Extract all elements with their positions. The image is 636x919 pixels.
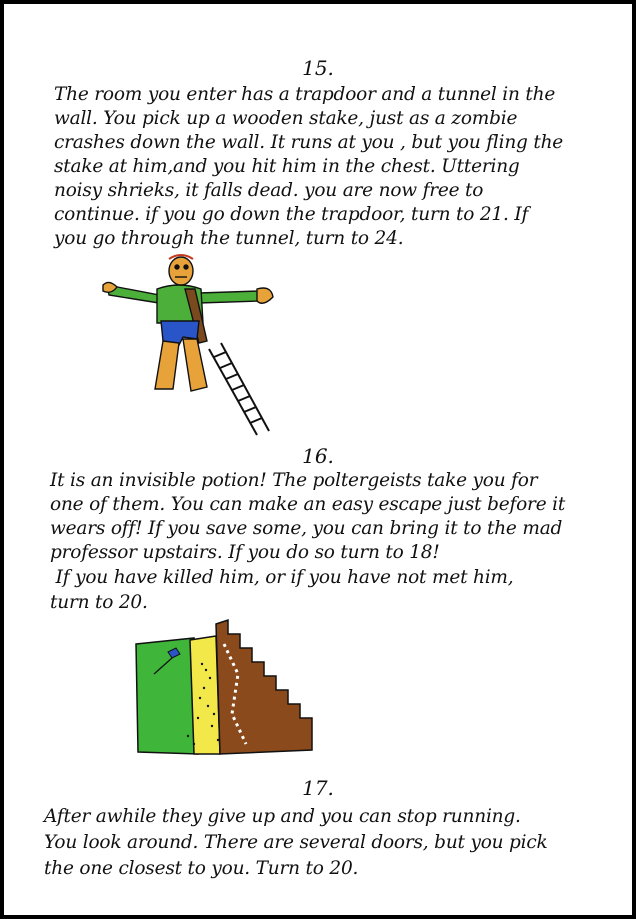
section-16-line-4: professor upstairs. If you do so turn to 18! [50,542,440,563]
section-17-line-2: You look around. There are several doors, but you pick [44,832,548,853]
section-16-line-1: It is an invisible potion! The poltergeists take you for [50,470,538,491]
section-15-line-6: continue. if you go down the trapdoor, turn to 21. If [54,204,529,225]
section-15-line-7: you go through the tunnel, turn to 24. [54,228,404,249]
section-16-line-3: wears off! If you save some, you can bring it to the mad [50,518,563,539]
section-15-line-2: wall. You pick up a wooden stake, just as a zombie [54,108,518,129]
book-page [4,4,632,915]
ladder [209,343,269,435]
section-16-line-5: If you have killed him, or if you have not met him, [50,567,514,588]
zombie-illustration [99,249,289,439]
section-15-line-4: stake at him,and you hit him in the chest. Uttering [54,156,520,177]
section-number-16: 16. [302,444,334,468]
section-16-line-6: turn to 20. [50,592,148,613]
section-17-line-1: After awhile they give up and you can stop running. [44,806,521,827]
section-17-line-3: the one closest to you. Turn to 20. [44,858,359,879]
section-number-17: 17. [302,776,334,800]
section-15-line-5: noisy shrieks, it falls dead. you are now free to [54,180,484,201]
staircase [216,620,312,754]
yellow-door [190,636,220,754]
section-15-line-3: crashes down the wall. It runs at you , but you fling the [54,132,564,153]
section-number-15: 15. [302,56,334,80]
doors-stairs-illustration [128,614,318,759]
zombie [103,255,273,391]
section-16-line-2: one of them. You can make an easy escape just before it [50,494,566,515]
section-15-line-1: The room you enter has a trapdoor and a tunnel in the [54,84,556,105]
